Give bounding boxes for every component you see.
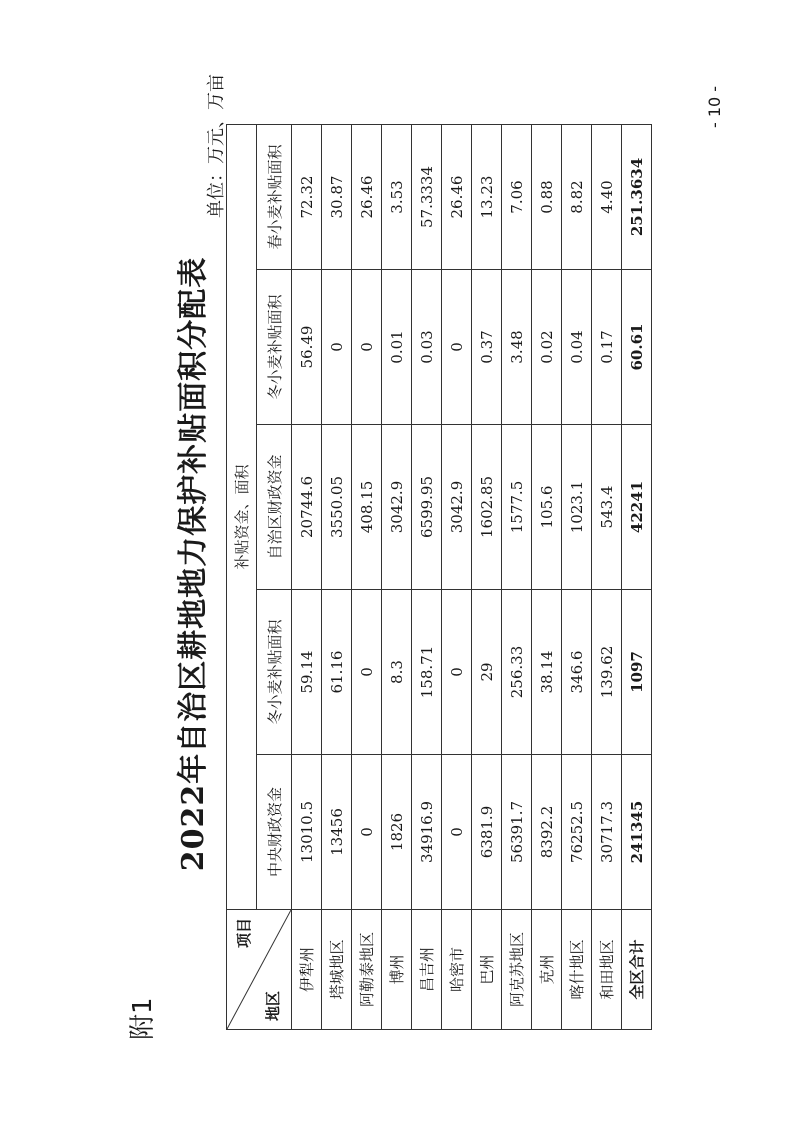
appendix-label: 附1: [128, 997, 158, 1040]
value-cell: 7.06: [502, 125, 532, 270]
column-header: 自治区财政资金: [257, 425, 292, 590]
table-row: [442, 125, 472, 1030]
region-cell: 哈密市: [442, 910, 472, 1030]
region-cell: 全区合计: [622, 910, 652, 1030]
value-cell: 408.15: [352, 425, 382, 590]
column-header: 春小麦补贴面积: [257, 125, 292, 270]
value-cell: 34916.9: [412, 755, 442, 910]
table-row: [472, 125, 502, 1030]
value-cell: 59.14: [292, 590, 322, 755]
value-cell: 0: [322, 270, 352, 425]
value-cell: 38.14: [532, 590, 562, 755]
value-cell: 6381.9: [472, 755, 502, 910]
column-header: 冬小麦补贴面积: [257, 270, 292, 425]
table-row: [502, 125, 532, 1030]
value-cell: 1023.1: [562, 425, 592, 590]
region-cell: 和田地区: [592, 910, 622, 1030]
value-cell: 60.61: [622, 270, 652, 425]
value-cell: 256.33: [502, 590, 532, 755]
table-row: [532, 125, 562, 1030]
value-cell: 76252.5: [562, 755, 592, 910]
value-cell: 6599.95: [412, 425, 442, 590]
value-cell: 3.48: [502, 270, 532, 425]
region-cell: 博州: [382, 910, 412, 1030]
table-row: [562, 125, 592, 1030]
table-row: [352, 125, 382, 1030]
table-row: [292, 125, 322, 1030]
value-cell: 0.17: [592, 270, 622, 425]
value-cell: 105.6: [532, 425, 562, 590]
value-cell: 13.23: [472, 125, 502, 270]
region-cell: 塔城地区: [322, 910, 352, 1030]
column-header: 中央财政资金: [257, 755, 292, 910]
page-title: 2022年自治区耕地地力保护补贴面积分配表: [176, 256, 211, 872]
value-cell: 1097: [622, 590, 652, 755]
value-cell: 4.40: [592, 125, 622, 270]
value-cell: 72.32: [292, 125, 322, 270]
allocation-table: [226, 124, 652, 1030]
value-cell: 30.87: [322, 125, 352, 270]
column-header: 冬小麦补贴面积: [257, 590, 292, 755]
value-cell: 0.37: [472, 270, 502, 425]
value-cell: 0.88: [532, 125, 562, 270]
value-cell: 20744.6: [292, 425, 322, 590]
value-cell: 0: [352, 755, 382, 910]
region-cell: 克州: [532, 910, 562, 1030]
value-cell: 29: [472, 590, 502, 755]
table-row: [412, 125, 442, 1030]
corner-region-label: 地区: [264, 990, 282, 1021]
region-cell: 昌吉州: [412, 910, 442, 1030]
table-row: [592, 125, 622, 1030]
value-cell: 346.6: [562, 590, 592, 755]
unit-label: 单位：万元、万亩: [206, 74, 227, 218]
header-row-1: [227, 125, 257, 1030]
total-row: [622, 125, 652, 1030]
value-cell: 56.49: [292, 270, 322, 425]
value-cell: 3.53: [382, 125, 412, 270]
value-cell: 543.4: [592, 425, 622, 590]
corner-item-label: 项目: [235, 918, 253, 949]
value-cell: 8.82: [562, 125, 592, 270]
value-cell: 8392.2: [532, 755, 562, 910]
value-cell: 0: [352, 270, 382, 425]
value-cell: 241345: [622, 755, 652, 910]
value-cell: 56391.7: [502, 755, 532, 910]
value-cell: 57.3334: [412, 125, 442, 270]
value-cell: 158.71: [412, 590, 442, 755]
value-cell: 26.46: [442, 125, 472, 270]
value-cell: 0: [442, 755, 472, 910]
region-cell: 伊犁州: [292, 910, 322, 1030]
page-number: - 10 -: [705, 85, 724, 128]
value-cell: 0.01: [382, 270, 412, 425]
table-body: [292, 125, 652, 1030]
value-cell: 1602.85: [472, 425, 502, 590]
value-cell: 3042.9: [442, 425, 472, 590]
group-header: 补贴资金、面积: [227, 125, 257, 910]
value-cell: 3550.05: [322, 425, 352, 590]
value-cell: 13456: [322, 755, 352, 910]
table-row: [382, 125, 412, 1030]
value-cell: 61.16: [322, 590, 352, 755]
value-cell: 0: [442, 270, 472, 425]
value-cell: 8.3: [382, 590, 412, 755]
corner-header-cell: [227, 910, 292, 1030]
value-cell: 139.62: [592, 590, 622, 755]
value-cell: 26.46: [352, 125, 382, 270]
value-cell: 3042.9: [382, 425, 412, 590]
table-row: [322, 125, 352, 1030]
value-cell: 0: [442, 590, 472, 755]
region-cell: 巴州: [472, 910, 502, 1030]
value-cell: 13010.5: [292, 755, 322, 910]
value-cell: 0.02: [532, 270, 562, 425]
value-cell: 1577.5: [502, 425, 532, 590]
region-cell: 喀什地区: [562, 910, 592, 1030]
region-cell: 阿勒泰地区: [352, 910, 382, 1030]
value-cell: 0.03: [412, 270, 442, 425]
value-cell: 0.04: [562, 270, 592, 425]
value-cell: 1826: [382, 755, 412, 910]
value-cell: 251.3634: [622, 125, 652, 270]
value-cell: 0: [352, 590, 382, 755]
header-row-2: [257, 125, 292, 1030]
value-cell: 30717.3: [592, 755, 622, 910]
region-cell: 阿克苏地区: [502, 910, 532, 1030]
value-cell: 42241: [622, 425, 652, 590]
